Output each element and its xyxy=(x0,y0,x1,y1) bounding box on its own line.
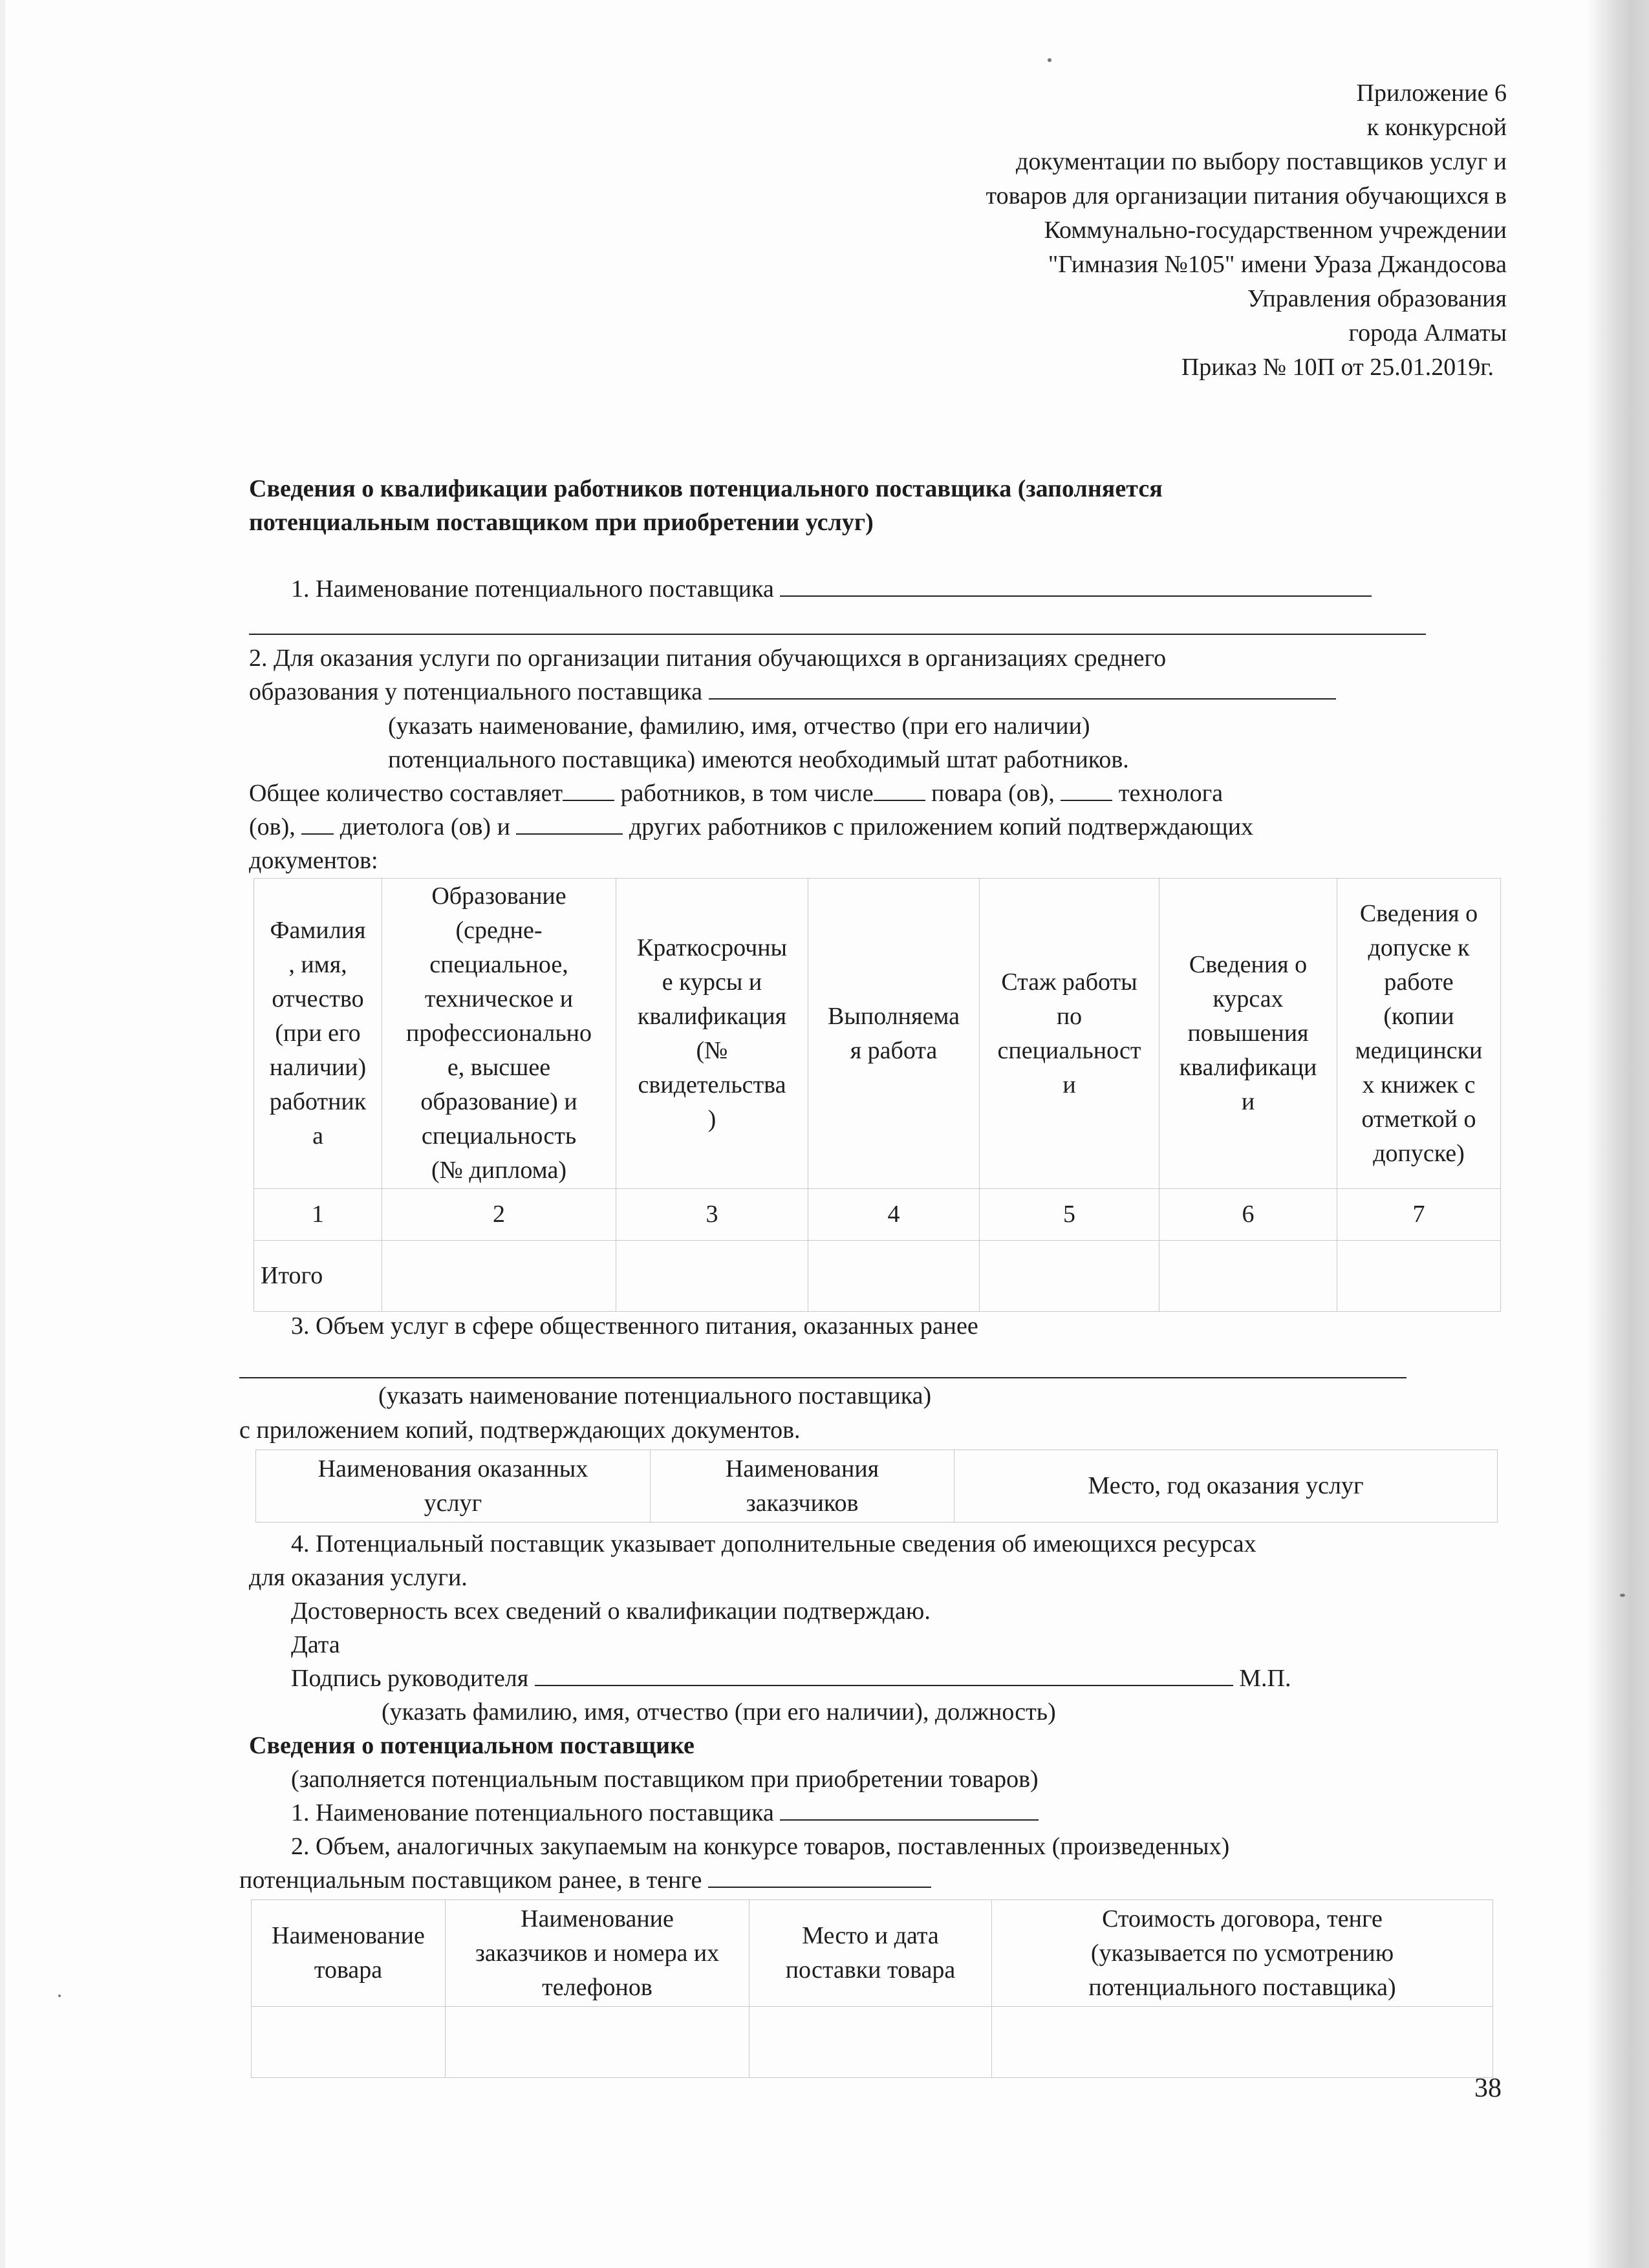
header-cell-line: (копии xyxy=(1383,1002,1454,1030)
header-line: Управления образования xyxy=(1247,285,1507,312)
header-cell-line: профессионально xyxy=(405,1020,592,1047)
col-header-contract-cost: Стоимость договора, тенге (указывается по усмотрению потенциального поставщика) xyxy=(992,1900,1493,2007)
col-header-admission xyxy=(1337,879,1501,1189)
col-header-services: Наименования оказанных услуг xyxy=(256,1450,651,1523)
header-cell-line: квалификация xyxy=(637,1002,787,1030)
table-cell[interactable] xyxy=(252,2007,446,2078)
table-total-row xyxy=(254,1241,1501,1312)
item2-text: 2. Объем, аналогичных закупаемым на конкурсе товаров, поставленных (произведенных) xyxy=(291,1833,1230,1860)
page-number: 38 xyxy=(1474,2073,1502,2104)
col-number: 6 xyxy=(1159,1189,1337,1241)
staff-count-line: Общее количество составляет работников, в том числе повара (ов), технолога xyxy=(249,776,1223,810)
table-row xyxy=(252,2007,1493,2078)
col-header-name xyxy=(254,879,382,1189)
header-cell-line: медицински xyxy=(1355,1036,1483,1064)
item2-text: 2. Для оказания услуги по организации питания обучающихся в организациях среднего xyxy=(249,645,1167,672)
table-cell[interactable] xyxy=(616,1241,808,1312)
subtitle-text: (заполняется потенциальным поставщиком при приобретении товаров) xyxy=(291,1766,1039,1793)
header-cell-line: и xyxy=(1062,1071,1076,1098)
col-header-delivery: Место и дата поставки товара xyxy=(749,1900,992,2007)
table-header-row xyxy=(256,1450,1498,1523)
header-line: города Алматы xyxy=(1348,319,1507,347)
header-cell-line: (№ диплома) xyxy=(431,1157,566,1184)
col-header-work xyxy=(808,879,980,1189)
header-cell-line: повышения xyxy=(1187,1020,1309,1047)
header-line: документации по выбору поставщиков услуг и xyxy=(1016,148,1507,175)
header-cell-line: работник xyxy=(269,1088,367,1115)
supplier-name-field[interactable] xyxy=(780,573,1372,597)
header-cell-line: образование) и xyxy=(420,1088,577,1115)
item3-text: 3. Объем услуг в сфере общественного питания, оказанных ранее xyxy=(291,1312,978,1340)
table-cell[interactable] xyxy=(382,1241,616,1312)
header-cell-line: Образование xyxy=(431,883,566,910)
header-cell-line: и xyxy=(1241,1088,1255,1115)
header-line: Приложение 6 xyxy=(1356,80,1507,107)
scan-speck xyxy=(1620,1594,1625,1597)
header-cell-line: Сведения о xyxy=(1189,951,1308,978)
appendix-header xyxy=(986,76,1507,385)
header-cell-line: специальност xyxy=(997,1036,1141,1064)
header-cell-line: я работа xyxy=(850,1036,938,1064)
header-cell-line: по xyxy=(1056,1002,1083,1030)
section-title: потенциальным поставщиком при приобретении услуг) xyxy=(249,509,874,536)
header-cell-line: Фамилия xyxy=(270,917,366,944)
supplier-details-field[interactable] xyxy=(709,676,1336,700)
table-cell[interactable] xyxy=(1337,1241,1501,1312)
header-line: товаров для организации питания обучающихся в xyxy=(986,182,1507,209)
col-header-customers-phones: Наименование заказчиков и номера их телефонов xyxy=(446,1900,749,2007)
header-line: Коммунально-государственном учреждении xyxy=(1044,217,1507,244)
staff-count-line: документов: xyxy=(249,847,378,874)
confirm-text: Достоверность всех сведений о квалификации подтверждаю. xyxy=(291,1598,931,1625)
header-line: Приказ № 10П от 25.01.2019г. xyxy=(1181,354,1494,381)
col-header-training xyxy=(1159,879,1337,1189)
col-number: 1 xyxy=(254,1189,382,1241)
signature-line: Подпись руководителя М.П. xyxy=(291,1662,1291,1695)
header-cell-line: ) xyxy=(707,1105,717,1133)
signature-field[interactable] xyxy=(535,1663,1233,1686)
goods-table xyxy=(251,1899,1493,2078)
header-cell-line: а xyxy=(312,1122,323,1150)
header-cell-line: Выполняема xyxy=(827,1002,960,1030)
table-cell[interactable] xyxy=(1159,1241,1337,1312)
hint-text: (указать наименование потенциального поставщика) xyxy=(378,1382,932,1409)
table-cell[interactable] xyxy=(980,1241,1159,1312)
header-cell-line: е курсы и xyxy=(662,968,762,996)
item4-text: 4. Потенциальный поставщик указывает дополнительные сведения об имеющихся ресурсах xyxy=(291,1530,1256,1557)
hint-text: потенциального поставщика) имеются необходимый штат работников. xyxy=(388,746,1129,773)
hint-text: (указать наименование, фамилию, имя, отчество (при его наличии) xyxy=(388,712,1090,740)
header-cell-line: свидетельства xyxy=(638,1071,786,1098)
attach-text: с приложением копий, подтверждающих документов. xyxy=(239,1417,801,1444)
scan-speck xyxy=(58,1995,61,1997)
header-cell-line: работе xyxy=(1384,968,1454,996)
header-line: "Гимназия №105" имени Ураза Джандосова xyxy=(1048,251,1507,278)
header-cell-line: (средне- xyxy=(455,917,543,944)
total-workers-field[interactable] xyxy=(563,778,614,801)
table-cell[interactable] xyxy=(749,2007,992,2078)
item4-text: для оказания услуги. xyxy=(249,1564,468,1591)
col-header-education xyxy=(382,879,616,1189)
section-title: Сведения о потенциальном поставщике xyxy=(249,1732,695,1759)
supplier-name-field-line[interactable] xyxy=(249,634,1426,635)
header-cell-line: Сведения о xyxy=(1359,899,1478,927)
table-header-row xyxy=(252,1900,1493,2007)
table-cell[interactable] xyxy=(446,2007,749,2078)
table-number-row xyxy=(254,1189,1501,1241)
header-cell-line: наличии) xyxy=(269,1054,367,1081)
hint-text: (указать фамилию, имя, отчество (при его наличии), должность) xyxy=(382,1698,1056,1726)
scan-edge-left xyxy=(0,0,5,2268)
technologists-field[interactable] xyxy=(1061,778,1112,801)
item2-text: образования у потенциального поставщика xyxy=(249,675,1336,709)
header-cell-line: х книжек с xyxy=(1362,1071,1476,1098)
table-header-row xyxy=(254,879,1501,1189)
cooks-field[interactable] xyxy=(874,778,925,801)
services-field-line[interactable] xyxy=(239,1377,1406,1378)
col-number: 2 xyxy=(382,1189,616,1241)
header-cell-line: отчество xyxy=(272,985,364,1012)
col-number: 4 xyxy=(808,1189,980,1241)
col-number: 5 xyxy=(980,1189,1159,1241)
table-cell[interactable] xyxy=(808,1241,980,1312)
goods-supplier-line: 1. Наименование потенциального поставщика xyxy=(291,1796,1039,1830)
col-header-goods: Наименование товара xyxy=(252,1900,446,2007)
header-cell-line: курсах xyxy=(1212,985,1284,1012)
goods-volume-field[interactable] xyxy=(708,1865,931,1888)
header-cell-line: отметкой о xyxy=(1361,1105,1476,1133)
col-header-place-year: Место, год оказания услуг xyxy=(954,1450,1498,1523)
total-label: Итого xyxy=(254,1241,382,1312)
col-number: 7 xyxy=(1337,1189,1501,1241)
staff-qualification-table xyxy=(253,878,1501,1312)
section-title: Сведения о квалификации работников потенциального поставщика (заполняется xyxy=(249,475,1163,502)
scan-edge-right xyxy=(1587,0,1649,2268)
header-cell-line: квалификаци xyxy=(1179,1054,1317,1081)
header-cell-line: допуске к xyxy=(1368,934,1470,961)
supplier-name-label: 1. Наименование потенциального поставщика xyxy=(291,572,1372,606)
services-table xyxy=(255,1450,1498,1523)
date-label: Дата xyxy=(291,1631,340,1658)
header-cell-line: Краткосрочны xyxy=(636,934,788,961)
header-cell-line: (при его xyxy=(275,1020,361,1047)
header-line: к конкурсной xyxy=(1366,114,1507,141)
header-cell-line: (№ xyxy=(696,1036,728,1064)
col-number: 3 xyxy=(616,1189,808,1241)
header-cell-line: специальное, xyxy=(429,951,568,978)
col-header-courses xyxy=(616,879,808,1189)
col-header-customers: Наименования заказчиков xyxy=(651,1450,954,1523)
staff-count-line: (ов), диетолога (ов) и других работников с приложением копий подтверждающих xyxy=(249,810,1253,844)
header-cell-line: допуске) xyxy=(1373,1139,1465,1167)
scan-speck xyxy=(1048,58,1051,62)
header-cell-line: техническое и xyxy=(424,985,574,1012)
goods-supplier-field[interactable] xyxy=(780,1797,1039,1821)
col-header-experience xyxy=(980,879,1159,1189)
dietitians-field[interactable] xyxy=(301,811,334,835)
header-cell-line: специальность xyxy=(421,1122,577,1150)
other-workers-field[interactable] xyxy=(516,811,623,835)
header-cell-line: , имя, xyxy=(288,951,347,978)
header-cell-line: е, высшее xyxy=(447,1054,551,1081)
header-cell-line: Стаж работы xyxy=(1001,968,1137,996)
table-cell[interactable] xyxy=(992,2007,1493,2078)
item2-text: потенциальным поставщиком ранее, в тенге xyxy=(239,1863,931,1897)
